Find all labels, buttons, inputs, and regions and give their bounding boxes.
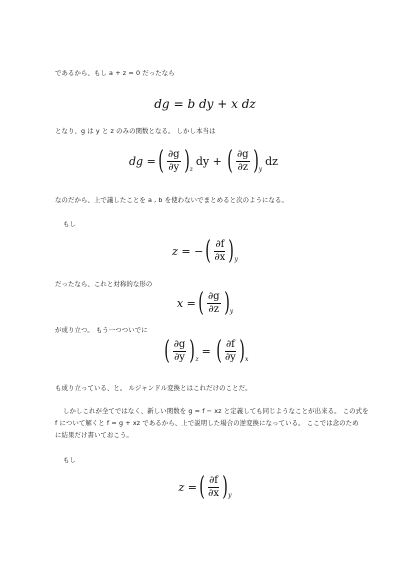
paragraph-8-line-2: f について解くと f = g + xz であるから、上で説明した場合の逆変換になっている。 ここでは念のため xyxy=(55,419,359,427)
paragraph-5: だったなら、これと対称的な形の xyxy=(55,280,153,288)
eq2-tail: dz xyxy=(265,154,278,168)
eq1-rhs: = b dy + x dz xyxy=(173,97,256,111)
paragraph-7: も成り立っている、と。 ルジャンドル変換とはこれだけのことだ。 xyxy=(55,384,252,392)
eq3-partial: ( $\frac{\partial f}{\partial x}$ ) y xyxy=(205,236,238,266)
eq1-lhs: dg xyxy=(154,97,170,111)
eq5-partial-2: ( $\frac{\partial f}{\partial y}$ ) x xyxy=(216,336,249,366)
eq2-partial-2: ( $\frac{\partial g}{\partial z}$ ) y xyxy=(227,146,263,176)
paragraph-3: なのだから、上で議したことを a , b を使わないでまとめると次のようになる。 xyxy=(55,196,289,204)
eq3-lhs: z = − xyxy=(172,244,204,258)
eq5-equals: = xyxy=(201,344,211,358)
paragraph-8-line-3: に結果だけ書いておこう。 xyxy=(55,431,133,439)
eq2-partial-1: ( $\frac{\partial g}{\partial y}$ ) z xyxy=(158,146,193,176)
equation-2 xyxy=(0,148,410,174)
paragraph-2: となり、g は y と z のみの関数となる。 しかし本当は xyxy=(55,127,216,135)
eq6-partial: ( $\frac{\partial f}{\partial x}$ ) y xyxy=(199,472,232,502)
paragraph-9: もし xyxy=(63,456,76,464)
eq2-mid: dy + xyxy=(195,154,222,168)
eq4-lhs: x = xyxy=(176,296,196,310)
eq2-lhs: dg = xyxy=(129,154,156,168)
equation-1 xyxy=(0,97,410,111)
paragraph-4: もし xyxy=(63,220,76,228)
paragraph-6: が成り立つ。 もう一つついでに xyxy=(55,326,148,334)
eq5-partial-1: ( $\frac{\partial g}{\partial y}$ ) z xyxy=(163,336,199,366)
paragraph-1: であるから、もし a + z = 0 だったなら xyxy=(55,69,175,77)
equation-3 xyxy=(0,238,410,264)
equation-6 xyxy=(0,474,410,500)
paragraph-8-line-1: しかしこれが全てではなく、新しい関数を g = f − xz と定義しても同じようなことが出来る。 この式を xyxy=(63,407,369,415)
eq4-partial: ( $\frac{\partial g}{\partial z}$ ) y xyxy=(198,288,234,318)
eq6-lhs: z = xyxy=(178,480,197,494)
equation-4 xyxy=(0,290,410,316)
equation-5 xyxy=(0,338,410,364)
